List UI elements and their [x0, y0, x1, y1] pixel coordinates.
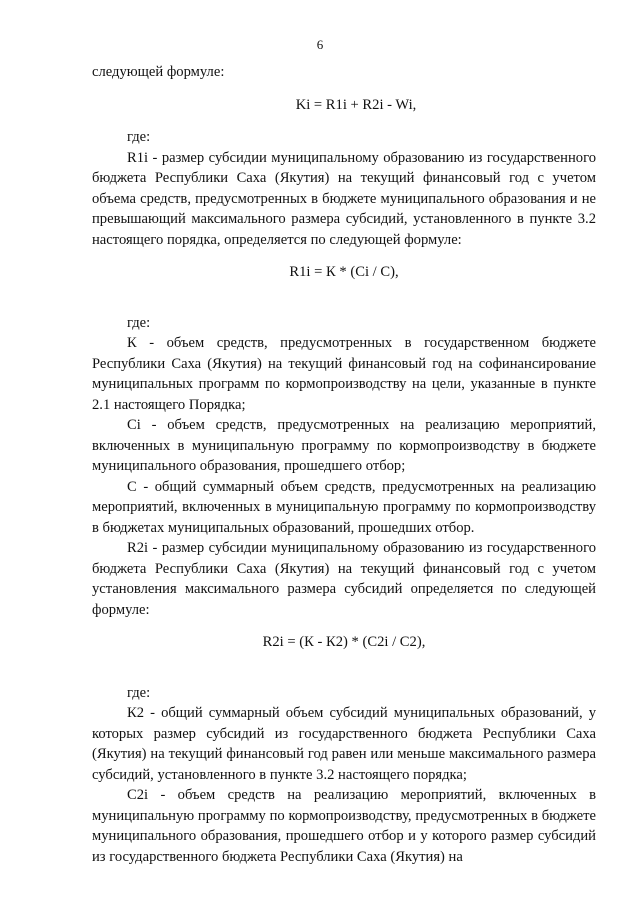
definition-k2: К2 - общий суммарный объем субсидий муниципальных образований, у которых размер субсидий из государственного бюджета Республики Саха (Якутия) на текущий финансовый год равен или меньше максимального размера субсидий, установленного в пункте 3.2 настоящего порядка; [92, 705, 596, 783]
where-label: где: [127, 314, 151, 331]
where-label: где: [127, 129, 151, 145]
definition-r2i: R2i - размер субсидии муниципальному образованию из государственного бюджета Республики Саха (Якутия) на текущий финансовый год с учетом установления максимального размера субсидий определяется по следующей формуле: [92, 540, 596, 618]
definition-c: С - общий суммарный объем средств, предусмотренных на реализацию мероприятий, включенных в муниципальную программу по кормопроизводству в бюджетах муниципальных образований, прошедших отбор. [92, 478, 596, 536]
formula-ki: Ki = R1i + R2i - Wi, [295, 96, 417, 113]
definition-r1i: R1i - размер субсидии муниципальному образованию из государственного бюджета Республики Саха (Якутия) на текущий финансовый год с учетом объема средств, предусмотренных в бюджете муниципального образования и не превышающий максимального размера субсидий, установленного в пункте 3.2 настоящего порядка, определяется по следующей формуле: [92, 149, 596, 248]
formula-r2i: R2i = (К - К2) * (С2i / С2), [262, 634, 426, 650]
intro-text: следующей формуле: [92, 64, 225, 80]
page-number: 6 [316, 37, 324, 52]
where-label: где: [127, 684, 151, 701]
definition-k: К - объем средств, предусмотренных в государственном бюджете Республики Саха (Якутия) на текущий финансовый год на софинансирование муниципальных программ по кормопроизводству на цели, указанные в пункте 2.1 настоящего Порядка; [92, 335, 596, 413]
formula-r1i: R1i = К * (Ci / С), [289, 264, 399, 280]
definition-c2i: С2i - объем средств на реализацию мероприятий, включенных в муниципальную программу по кормопроизводству, предусмотренных в бюджете муниципального образования, прошедшего отбор и у которого размер субсидий из государственного бюджета Республики Саха (Якутия) на [92, 787, 596, 865]
definition-ci: Ci - объем средств, предусмотренных на реализацию мероприятий, включенных в муниципальную программу по кормопроизводству в бюджете муниципального образования, прошедшего отбор; [92, 417, 596, 474]
document-body [92, 62, 596, 867]
